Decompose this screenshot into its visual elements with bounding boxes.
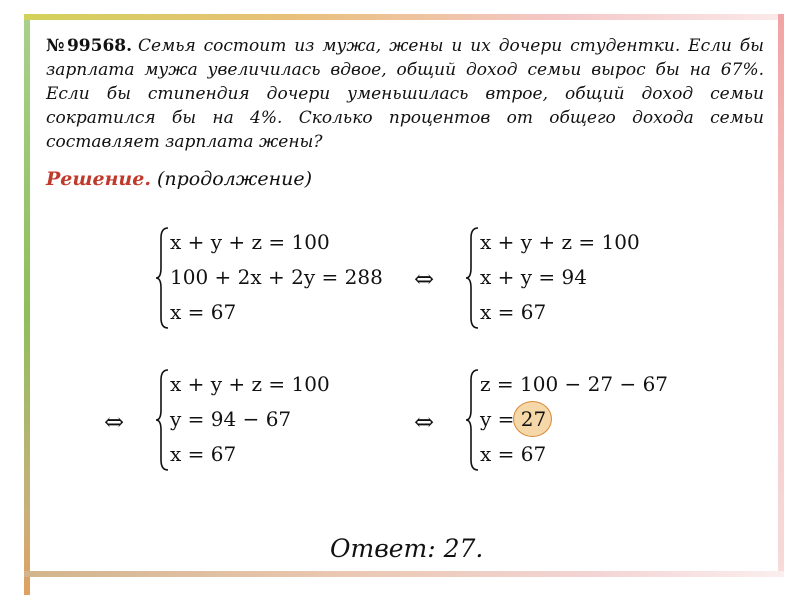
problem-statement (46, 34, 764, 154)
problem-number: №99568. (46, 36, 133, 56)
equivalence-arrow-icon: ⇔ (104, 408, 125, 436)
equation-system-1 (156, 226, 396, 330)
equation: x + y + z = 100 (170, 230, 330, 254)
equation: x = 67 (170, 442, 237, 466)
left-decorative-bar (24, 20, 30, 595)
equation: z = 100 − 27 − 67 (480, 372, 669, 396)
equation-system-3 (156, 368, 356, 472)
equation: y = 94 − 67 (170, 407, 292, 431)
equation-system-4 (466, 368, 686, 472)
equation: 100 + 2x + 2y = 288 (170, 265, 383, 289)
brace-icon (156, 368, 170, 472)
solution-label: Решение. (46, 168, 151, 190)
equation: y = 27 (480, 407, 547, 431)
right-decorative-bar (778, 14, 784, 574)
brace-icon (466, 368, 480, 472)
brace-icon (156, 226, 170, 330)
equation: x + y + z = 100 (170, 372, 330, 396)
solution-note: (продолжение) (156, 168, 313, 190)
equation: x = 67 (170, 300, 237, 324)
equation: x = 67 (480, 300, 547, 324)
solution-heading (46, 168, 312, 190)
equivalence-arrow-icon: ⇔ (414, 265, 435, 293)
answer: Ответ: 27. (330, 534, 484, 563)
equivalence-arrow-icon: ⇔ (414, 408, 435, 436)
equation: x + y = 94 (480, 265, 587, 289)
brace-icon (466, 226, 480, 330)
equation: x + y + z = 100 (480, 230, 640, 254)
problem-text: Семья состоит из мужа, жены и их дочери студентки. Если бы зарплата мужа увеличилась вдвое, общий доход семьи вырос бы на 67%. Если бы стипендия дочери уменьшилась втрое, общий доход семьи сократился бы на 4%. Сколько процентов от общего дохода семьи составляет зарплата жены? (46, 36, 764, 152)
equation: x = 67 (480, 442, 547, 466)
bottom-decorative-bar (24, 571, 784, 577)
equation-system-2 (466, 226, 666, 330)
top-decorative-bar (24, 14, 784, 20)
